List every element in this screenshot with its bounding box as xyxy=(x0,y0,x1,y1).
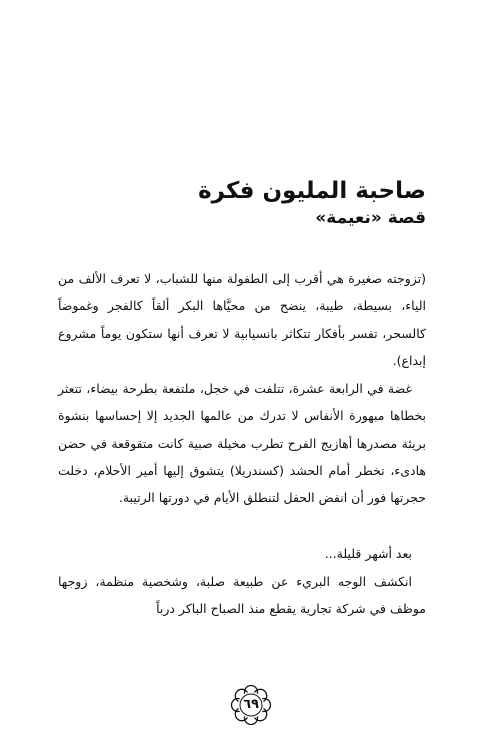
paragraph-3: بعد أشهر قليلة... xyxy=(324,546,412,561)
story-subtitle: قصة «نعيمة» xyxy=(315,208,426,228)
page-number: ٦٩ xyxy=(243,697,259,712)
paragraph-2: غضة في الرابعة عشرة، تتلفت في خجل، ملتفعة بطرحة بيضاء، تتعثر بخطاها مبهورة الأنفاس لا تدرك من عالمها الجديد إلا إحساسها بنشوة بريئة مصدرها أهازيج الفرح تطرب مخيلة صبية كانت متقوقعة في حضن هادىء، تخطر أمام الحشد (كسندريلا) يتشوق إليها أمير الأحلام، دخلت حجرتها فور أن انفض الحفل لتنطلق الأيام في دورتها الرتيبة. xyxy=(58,381,426,506)
paragraph-1: (تزوجته صغيرة هي أقرب إلى الطفولة منها للشباب، لا تعرف الألف من الياء، بسيطة، طيبة، ينضح من محيَّاها البكر ألقاً كالفجر وغموضاً كالسحر، تفسر بأفكار تتكاثر بانسيابية لا تعرف أنها ستكون يوماً مشروع إبداع). xyxy=(58,271,426,368)
chapter-title: صاحبة المليون فكرة xyxy=(198,178,426,204)
paragraph-4: انكشف الوجه البريء عن طبيعة صلبة، وشخصية منظمة، زوجها موظف في شركة تجارية يقطع منذ الصباح الباكر درباً xyxy=(58,574,426,617)
page-number-badge xyxy=(229,683,273,727)
